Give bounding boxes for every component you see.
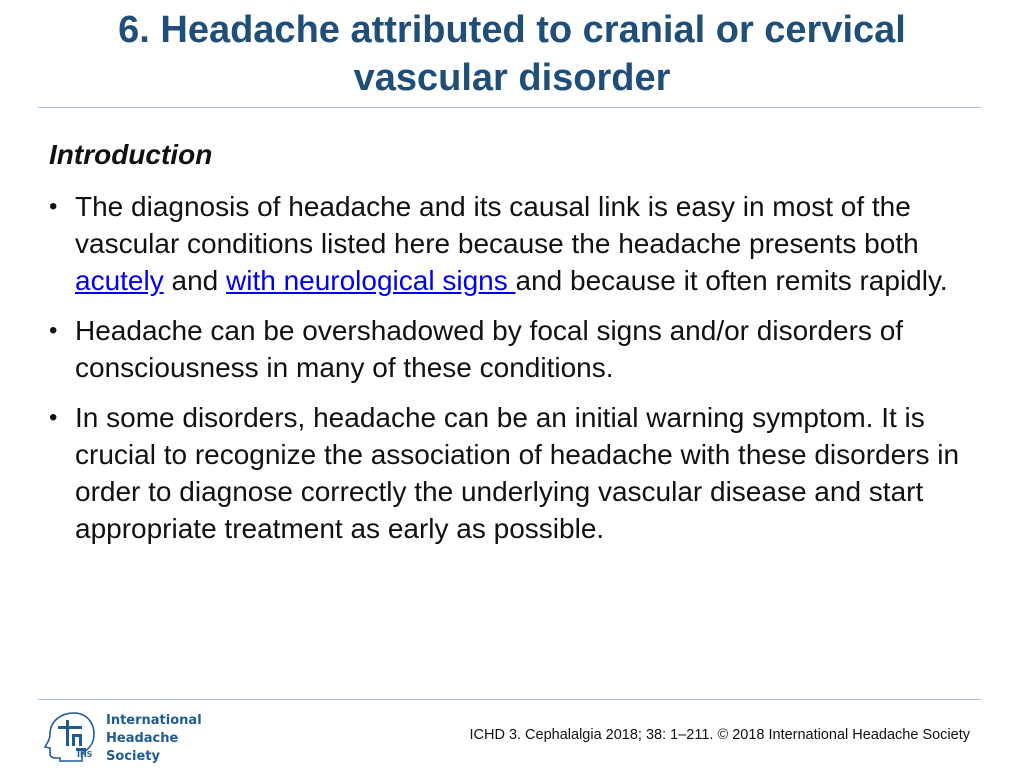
bullet-marker: •	[49, 317, 58, 344]
bullet-item-warning-symptom	[49, 399, 979, 547]
bullet-item-overshadowed	[49, 312, 979, 386]
neurological-signs-link[interactable]: with neurological signs	[226, 265, 516, 296]
intro-heading: Introduction	[49, 139, 213, 170]
title-divider	[38, 107, 981, 108]
logo-text	[106, 712, 234, 766]
title-line-1: 6. Headache attributed to cranial or cervical	[118, 9, 906, 51]
logo-line-1: International	[106, 713, 202, 728]
footer-divider	[38, 699, 981, 700]
bullet-marker: •	[49, 193, 58, 220]
slide-title	[40, 6, 984, 102]
bullet-marker: •	[49, 404, 58, 431]
logo-line-2: Headache Society	[106, 731, 179, 764]
bullet-item-diagnosis	[49, 188, 979, 299]
acutely-link[interactable]: acutely	[75, 265, 164, 296]
ihs-logo	[44, 710, 234, 762]
logo-mark: IHS	[77, 750, 93, 759]
ihs-head-profile-icon	[44, 710, 102, 762]
bullet-text-part: and	[163, 265, 226, 296]
title-line-2: vascular disorder	[353, 57, 671, 99]
bullet-text: Headache can be overshadowed by focal signs and/or disorders of consciousness in many of these conditions.	[75, 315, 904, 383]
bullet-text: In some disorders, headache can be an initial warning symptom. It is crucial to recognize the association of headache with these disorders in order to diagnose correctly the underlying vascular disease and start appropriate treatment as early as possible.	[75, 402, 960, 544]
bullet-text-part: The diagnosis of headache and its causal link is easy in most of the vascular conditions listed here because the headache presents both	[75, 191, 919, 259]
bullet-text-part: and because it often remits rapidly.	[515, 265, 948, 296]
citation-text: ICHD 3. Cephalalgia 2018; 38: 1–211. © 2018 International Headache Society	[469, 727, 970, 743]
bullet-list	[49, 188, 979, 560]
